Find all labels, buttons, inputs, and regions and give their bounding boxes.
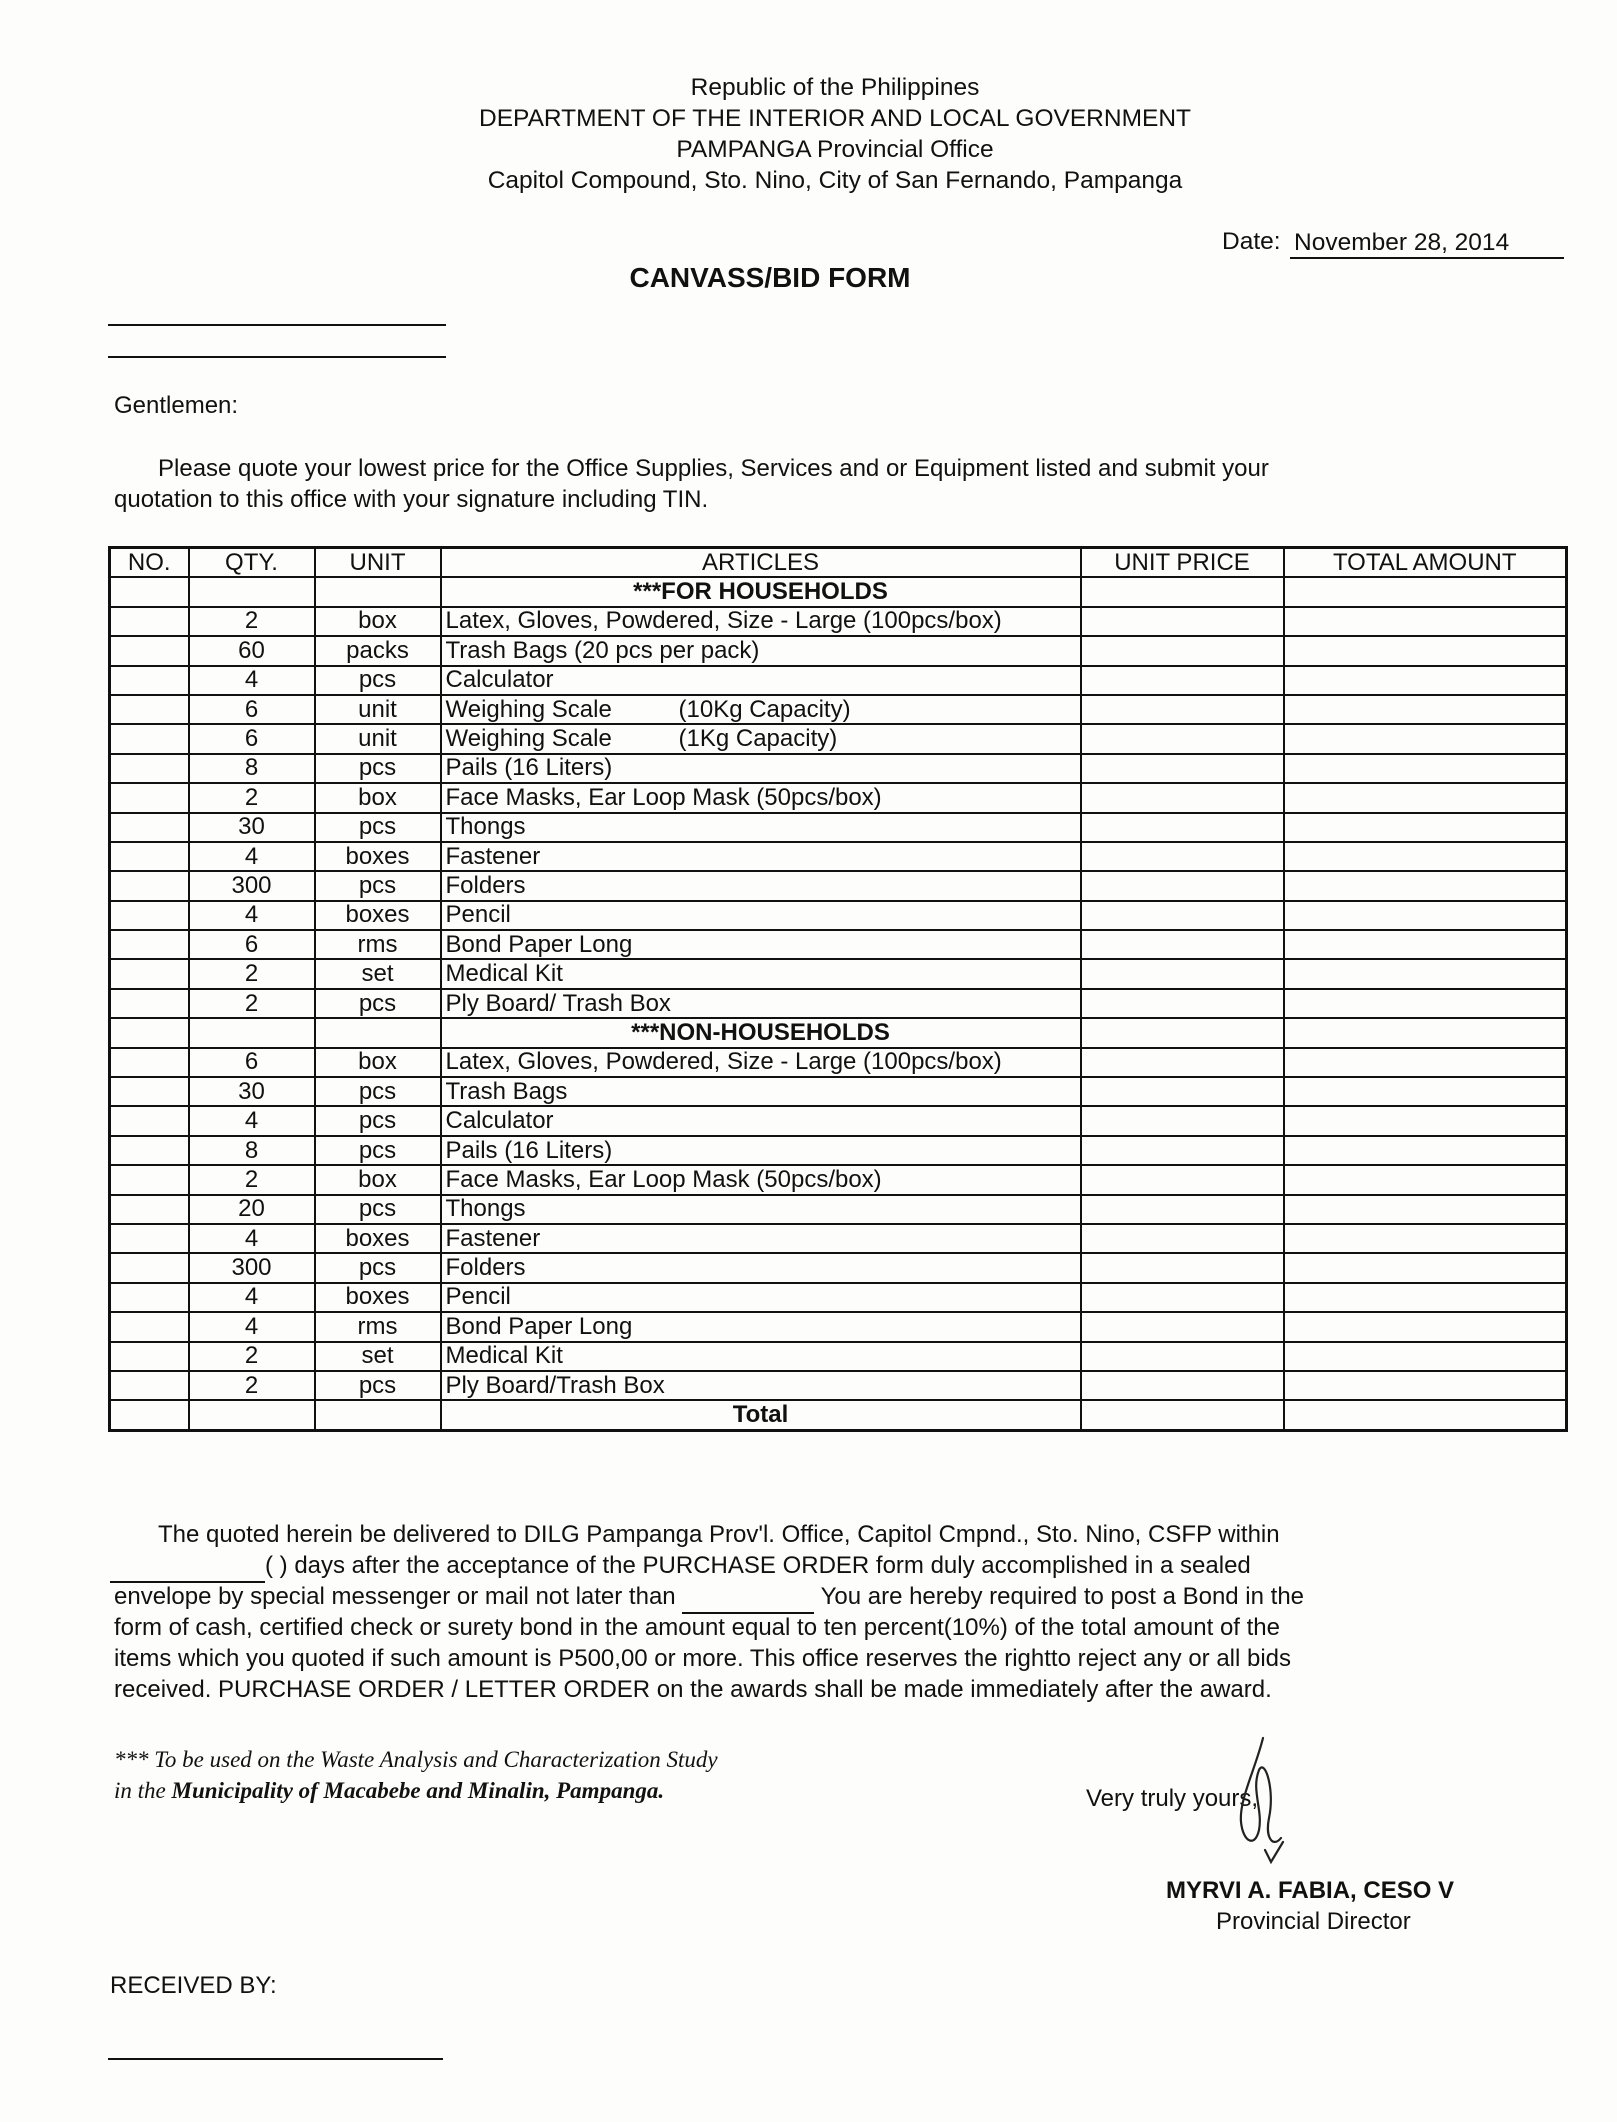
table-row	[110, 724, 1567, 753]
signatory-name: MYRVI A. FABIA, CESO V	[1166, 1877, 1455, 1904]
received-by-label: RECEIVED BY:	[110, 1972, 277, 1999]
cell-article: Ply Board/Trash Box	[441, 1371, 1081, 1400]
cell-no	[110, 1283, 189, 1312]
cell-article: Face Masks, Ear Loop Mask (50pcs/box)	[441, 1165, 1081, 1194]
cell-no	[110, 1136, 189, 1165]
cell-article: Medical Kit	[441, 1342, 1081, 1371]
cell-article: Fastener	[441, 842, 1081, 871]
cell-unit-price	[1081, 1165, 1284, 1194]
table-section-row	[110, 577, 1567, 606]
table-row	[110, 695, 1567, 724]
cell-total-amount	[1284, 1312, 1567, 1341]
cell-total-amount	[1284, 901, 1567, 930]
cell-article: Medical Kit	[441, 959, 1081, 988]
cell-unit-price	[1081, 783, 1284, 812]
table-row	[110, 1253, 1567, 1282]
cell-unit-price	[1081, 1253, 1284, 1282]
table-row	[110, 1283, 1567, 1312]
cell-unit-price	[1081, 695, 1284, 724]
table-row	[110, 813, 1567, 842]
cell-no	[110, 577, 189, 606]
cell-unit: pcs	[315, 989, 441, 1018]
cell-article: Pails (16 Liters)	[441, 1136, 1081, 1165]
date-value: November 28, 2014	[1290, 228, 1564, 259]
cell-total-amount	[1284, 1400, 1567, 1430]
table-row	[110, 754, 1567, 783]
cell-article: Folders	[441, 871, 1081, 900]
cell-unit	[315, 577, 441, 606]
cell-article: Pails (16 Liters)	[441, 754, 1081, 783]
cell-unit: set	[315, 1342, 441, 1371]
col-header-unit-price: UNIT PRICE	[1081, 548, 1284, 578]
cell-no	[110, 754, 189, 783]
cell-qty: 4	[189, 666, 315, 695]
cell-no	[110, 1106, 189, 1135]
cell-no	[110, 724, 189, 753]
table-row	[110, 842, 1567, 871]
cell-total-amount	[1284, 783, 1567, 812]
cell-qty	[189, 577, 315, 606]
table-row	[110, 930, 1567, 959]
cell-article: Fastener	[441, 1224, 1081, 1253]
cell-unit-price	[1081, 813, 1284, 842]
cell-no	[110, 1224, 189, 1253]
cell-unit: boxes	[315, 1283, 441, 1312]
cell-unit-price	[1081, 1048, 1284, 1077]
table-header-row	[110, 548, 1567, 578]
col-header-total-amount: TOTAL AMOUNT	[1284, 548, 1567, 578]
table-row	[110, 1165, 1567, 1194]
cell-unit	[315, 1018, 441, 1047]
cell-total-amount	[1284, 724, 1567, 753]
cell-qty: 6	[189, 1048, 315, 1077]
cell-no	[110, 636, 189, 665]
cell-qty	[189, 1400, 315, 1430]
cell-qty: 2	[189, 1342, 315, 1371]
table-row	[110, 636, 1567, 665]
cell-no	[110, 607, 189, 636]
cell-unit-price	[1081, 666, 1284, 695]
cell-qty: 60	[189, 636, 315, 665]
table-row	[110, 1136, 1567, 1165]
cell-total-amount	[1284, 754, 1567, 783]
cell-unit-price	[1081, 607, 1284, 636]
note-line-1: *** To be used on the Waste Analysis and Characterization Study	[114, 1747, 718, 1772]
cell-unit-price	[1081, 1106, 1284, 1135]
cell-no	[110, 1342, 189, 1371]
cell-total-amount	[1284, 577, 1567, 606]
table-row	[110, 989, 1567, 1018]
col-header-articles: ARTICLES	[441, 548, 1081, 578]
terms-line-2-wrap	[110, 1550, 1251, 1583]
days-blank	[110, 1550, 265, 1583]
date-label: Date:	[1222, 228, 1281, 255]
note-line-2-prefix: in the	[114, 1778, 172, 1803]
header-department: DEPARTMENT OF THE INTERIOR AND LOCAL GOVERNMENT	[479, 105, 1191, 132]
cell-no	[110, 1312, 189, 1341]
cell-no	[110, 871, 189, 900]
cell-qty: 2	[189, 959, 315, 988]
cell-no	[110, 959, 189, 988]
cell-unit: boxes	[315, 1224, 441, 1253]
terms-line-2: ( ) days after the acceptance of the PURCHASE ORDER form duly accomplished in a sealed	[265, 1552, 1251, 1579]
cell-no	[110, 695, 189, 724]
cell-article: Trash Bags (20 pcs per pack)	[441, 636, 1081, 665]
cell-article: Latex, Gloves, Powdered, Size - Large (100pcs/box)	[441, 607, 1081, 636]
cell-qty: 4	[189, 1312, 315, 1341]
cell-total-amount	[1284, 1253, 1567, 1282]
cell-qty: 2	[189, 783, 315, 812]
table-row	[110, 1342, 1567, 1371]
cell-total-amount	[1284, 607, 1567, 636]
cell-unit: unit	[315, 695, 441, 724]
cell-article: Bond Paper Long	[441, 930, 1081, 959]
cell-total-amount	[1284, 636, 1567, 665]
table-row	[110, 783, 1567, 812]
cell-unit: boxes	[315, 901, 441, 930]
cell-total-amount	[1284, 1165, 1567, 1194]
cell-unit-price	[1081, 1312, 1284, 1341]
cell-article: Pencil	[441, 1283, 1081, 1312]
cell-total-amount	[1284, 1048, 1567, 1077]
cell-unit-price	[1081, 1400, 1284, 1430]
terms-line-3a: envelope by special messenger or mail not later than	[114, 1583, 676, 1610]
cell-article: Calculator	[441, 666, 1081, 695]
cell-total-amount	[1284, 930, 1567, 959]
cell-section-title: ***FOR HOUSEHOLDS	[441, 577, 1081, 606]
note-line-2	[114, 1775, 664, 1806]
table-row	[110, 901, 1567, 930]
addressee-line-2	[108, 356, 446, 358]
cell-no	[110, 783, 189, 812]
col-header-no: NO.	[110, 548, 189, 578]
cell-total-amount	[1284, 666, 1567, 695]
cell-qty: 300	[189, 1253, 315, 1282]
cell-qty: 2	[189, 1165, 315, 1194]
cell-total-amount	[1284, 871, 1567, 900]
table-row	[110, 1224, 1567, 1253]
cell-no	[110, 813, 189, 842]
cell-unit: packs	[315, 636, 441, 665]
note-municipality: Municipality of Macabebe and Minalin, Pampanga.	[171, 1778, 665, 1803]
cell-unit-price	[1081, 1136, 1284, 1165]
cell-unit-price	[1081, 636, 1284, 665]
table-row	[110, 666, 1567, 695]
cell-total-amount	[1284, 1136, 1567, 1165]
cell-qty: 6	[189, 695, 315, 724]
signatory-position: Provincial Director	[1216, 1908, 1411, 1935]
header-office: PAMPANGA Provincial Office	[676, 136, 994, 163]
cell-qty: 20	[189, 1195, 315, 1224]
salutation: Gentlemen:	[114, 392, 239, 419]
cell-no	[110, 1077, 189, 1106]
cell-article: Pencil	[441, 901, 1081, 930]
table-row	[110, 1048, 1567, 1077]
cell-unit: pcs	[315, 1253, 441, 1282]
cell-qty: 4	[189, 901, 315, 930]
cell-unit-price	[1081, 901, 1284, 930]
table-row	[110, 1195, 1567, 1224]
items-table	[108, 546, 1568, 1432]
cell-unit: unit	[315, 724, 441, 753]
cell-qty: 8	[189, 754, 315, 783]
cell-unit-price	[1081, 1018, 1284, 1047]
cell-unit-price	[1081, 930, 1284, 959]
deadline-blank	[682, 1581, 814, 1614]
table-row	[110, 1371, 1567, 1400]
cell-article: Weighing Scale (10Kg Capacity)	[441, 695, 1081, 724]
cell-no	[110, 901, 189, 930]
table-row	[110, 871, 1567, 900]
cell-no	[110, 989, 189, 1018]
cell-total-amount	[1284, 1342, 1567, 1371]
header-address: Capitol Compound, Sto. Nino, City of San Fernando, Pampanga	[487, 167, 1183, 194]
cell-unit: box	[315, 783, 441, 812]
cell-unit: boxes	[315, 842, 441, 871]
signature-mark	[1225, 1730, 1305, 1870]
cell-unit: pcs	[315, 1136, 441, 1165]
cell-unit: pcs	[315, 754, 441, 783]
cell-total-amount	[1284, 989, 1567, 1018]
terms-line-1: The quoted herein be delivered to DILG Pampanga Prov'l. Office, Capitol Cmpnd., Sto. Nino, CSFP within	[158, 1521, 1280, 1548]
cell-section-title: ***NON-HOUSEHOLDS	[441, 1018, 1081, 1047]
terms-line-5: items which you quoted if such amount is P500,00 or more. This office reserves the rightto reject any or all bids	[114, 1645, 1292, 1672]
cell-no	[110, 1195, 189, 1224]
cell-total-amount	[1284, 695, 1567, 724]
cell-no	[110, 1165, 189, 1194]
items-table-body	[110, 577, 1567, 1430]
cell-qty: 300	[189, 871, 315, 900]
cell-unit-price	[1081, 842, 1284, 871]
table-section-row	[110, 1018, 1567, 1047]
col-header-qty: QTY.	[189, 548, 315, 578]
cell-unit: rms	[315, 930, 441, 959]
addressee-line-1	[108, 324, 446, 326]
cell-unit: rms	[315, 1312, 441, 1341]
cell-unit: box	[315, 607, 441, 636]
cell-unit-price	[1081, 959, 1284, 988]
terms-line-3b: You are hereby required to post a Bond in the	[820, 1583, 1305, 1610]
cell-article: Thongs	[441, 813, 1081, 842]
table-row	[110, 1106, 1567, 1135]
cell-qty: 8	[189, 1136, 315, 1165]
cell-unit-price	[1081, 989, 1284, 1018]
cell-qty: 4	[189, 1224, 315, 1253]
cell-unit-price	[1081, 1342, 1284, 1371]
cell-unit: pcs	[315, 666, 441, 695]
cell-unit: pcs	[315, 1371, 441, 1400]
cell-unit-price	[1081, 577, 1284, 606]
terms-line-3-wrap	[114, 1581, 1304, 1614]
received-by-line	[108, 2058, 443, 2060]
cell-unit-price	[1081, 1077, 1284, 1106]
cell-total-amount	[1284, 1195, 1567, 1224]
table-row	[110, 1077, 1567, 1106]
terms-line-4: form of cash, certified check or surety bond in the amount equal to ten percent(10%) of the total amount of the	[114, 1614, 1280, 1641]
cell-unit-price	[1081, 1371, 1284, 1400]
cell-unit: box	[315, 1165, 441, 1194]
cell-qty: 6	[189, 930, 315, 959]
cell-qty: 4	[189, 1283, 315, 1312]
cell-article: Trash Bags	[441, 1077, 1081, 1106]
cell-no	[110, 1253, 189, 1282]
cell-article: Ply Board/ Trash Box	[441, 989, 1081, 1018]
cell-unit: pcs	[315, 871, 441, 900]
cell-total-amount	[1284, 842, 1567, 871]
cell-no	[110, 842, 189, 871]
table-section-row	[110, 1400, 1567, 1430]
cell-unit: box	[315, 1048, 441, 1077]
cell-total-amount	[1284, 1224, 1567, 1253]
cell-total-amount	[1284, 1077, 1567, 1106]
cell-unit-price	[1081, 871, 1284, 900]
closing: Very truly yours,	[1086, 1785, 1259, 1812]
cell-article: Thongs	[441, 1195, 1081, 1224]
cell-total-amount	[1284, 1371, 1567, 1400]
cell-unit-price	[1081, 724, 1284, 753]
cell-qty: 2	[189, 989, 315, 1018]
cell-qty: 6	[189, 724, 315, 753]
cell-no	[110, 666, 189, 695]
cell-qty: 30	[189, 813, 315, 842]
terms-line-6: received. PURCHASE ORDER / LETTER ORDER on the awards shall be made immediately after the award.	[114, 1676, 1272, 1703]
intro-line-1: Please quote your lowest price for the Office Supplies, Services and or Equipment listed and submit your	[158, 455, 1269, 482]
cell-no	[110, 1048, 189, 1077]
cell-qty: 2	[189, 1371, 315, 1400]
cell-qty: 30	[189, 1077, 315, 1106]
cell-article: Weighing Scale (1Kg Capacity)	[441, 724, 1081, 753]
table-row	[110, 1312, 1567, 1341]
cell-article: Face Masks, Ear Loop Mask (50pcs/box)	[441, 783, 1081, 812]
header-republic: Republic of the Philippines	[690, 74, 980, 101]
cell-total-amount	[1284, 1018, 1567, 1047]
cell-unit-price	[1081, 754, 1284, 783]
cell-qty: 4	[189, 842, 315, 871]
cell-no	[110, 1371, 189, 1400]
cell-unit-price	[1081, 1283, 1284, 1312]
cell-unit: pcs	[315, 813, 441, 842]
cell-qty: 4	[189, 1106, 315, 1135]
cell-no	[110, 930, 189, 959]
cell-article: Latex, Gloves, Powdered, Size - Large (100pcs/box)	[441, 1048, 1081, 1077]
cell-unit	[315, 1400, 441, 1430]
cell-unit: pcs	[315, 1106, 441, 1135]
cell-no	[110, 1018, 189, 1047]
col-header-unit: UNIT	[315, 548, 441, 578]
cell-section-title: Total	[441, 1400, 1081, 1430]
cell-total-amount	[1284, 813, 1567, 842]
intro-line-2: quotation to this office with your signature including TIN.	[114, 486, 709, 513]
cell-unit: set	[315, 959, 441, 988]
cell-no	[110, 1400, 189, 1430]
cell-article: Folders	[441, 1253, 1081, 1282]
cell-total-amount	[1284, 1106, 1567, 1135]
table-row	[110, 607, 1567, 636]
table-row	[110, 959, 1567, 988]
cell-unit: pcs	[315, 1195, 441, 1224]
cell-qty	[189, 1018, 315, 1047]
cell-article: Calculator	[441, 1106, 1081, 1135]
cell-qty: 2	[189, 607, 315, 636]
cell-article: Bond Paper Long	[441, 1312, 1081, 1341]
cell-total-amount	[1284, 959, 1567, 988]
cell-unit-price	[1081, 1195, 1284, 1224]
cell-unit: pcs	[315, 1077, 441, 1106]
form-title: CANVASS/BID FORM	[629, 262, 911, 293]
cell-unit-price	[1081, 1224, 1284, 1253]
cell-total-amount	[1284, 1283, 1567, 1312]
